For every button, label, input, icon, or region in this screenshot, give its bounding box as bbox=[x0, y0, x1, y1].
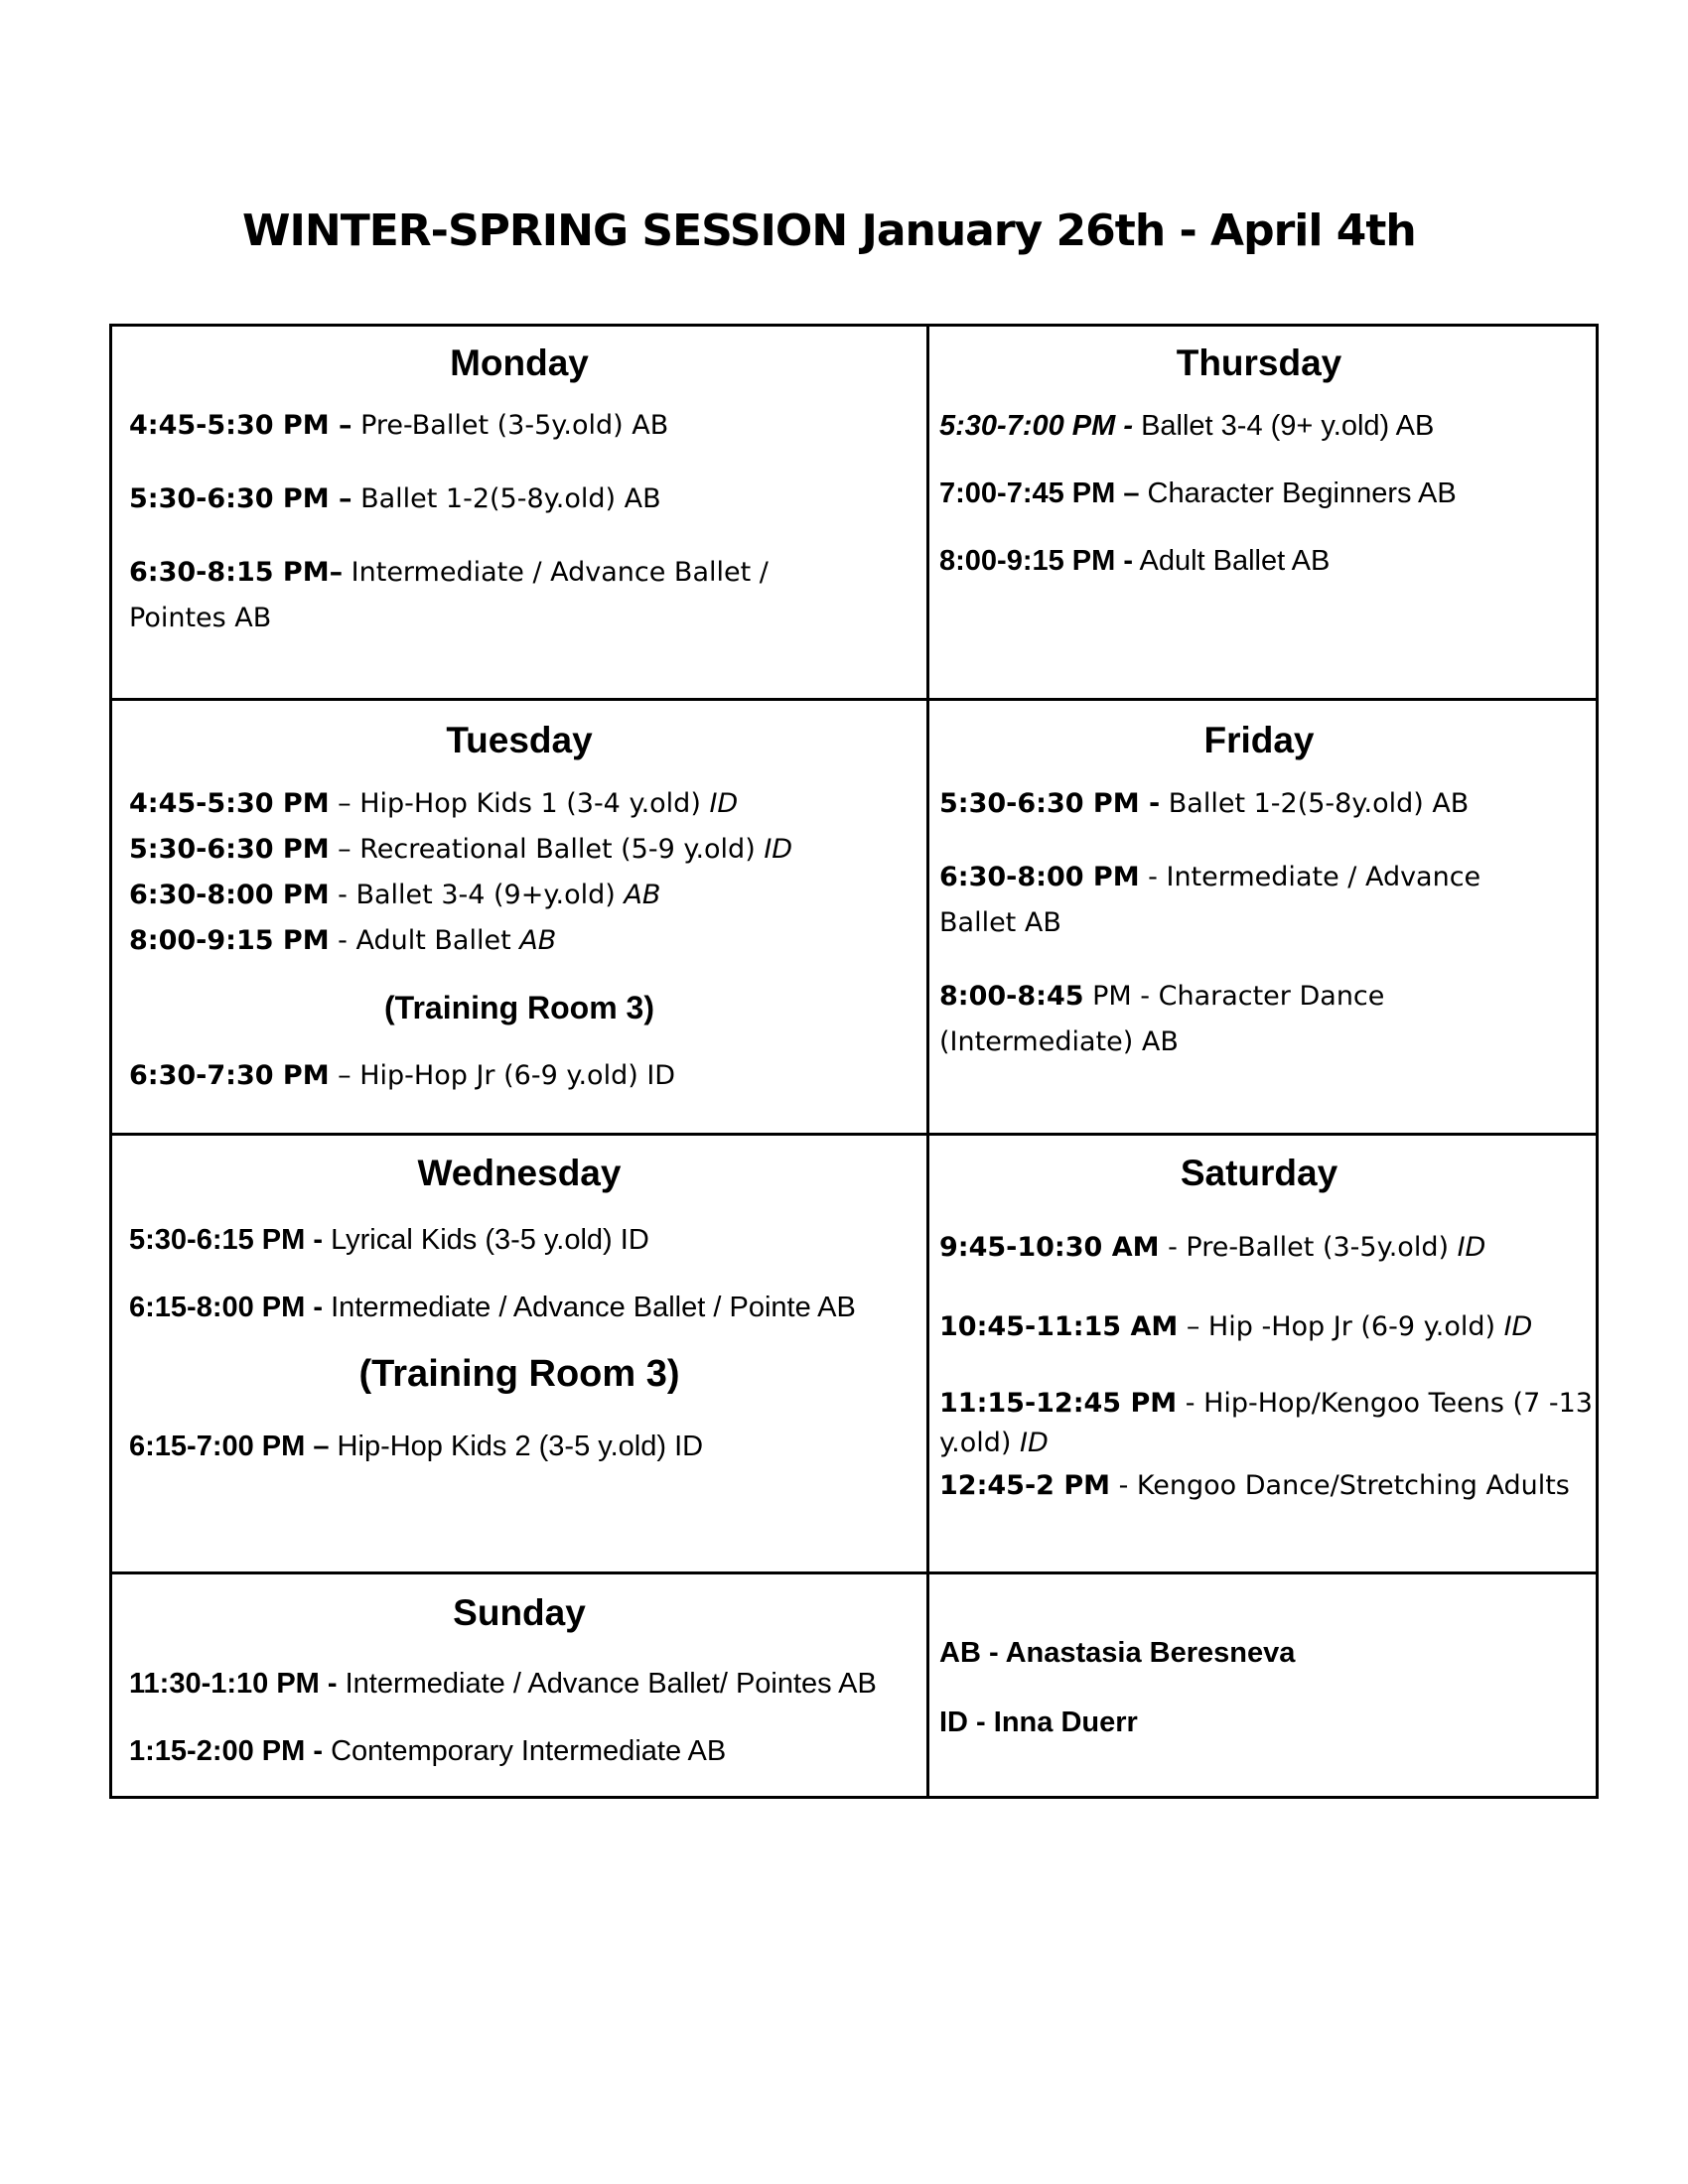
class-desc-cont: y.old) bbox=[939, 1428, 1020, 1458]
day-heading-wednesday: Wednesday bbox=[417, 1153, 622, 1193]
class-desc-cont: Pointes AB bbox=[129, 603, 272, 633]
class-time: 6:15-7:00 PM – bbox=[129, 1431, 330, 1462]
class-desc: - Ballet 3-4 (9+y.old) bbox=[329, 880, 625, 910]
class-desc: Pre-Ballet (3-5y.old) AB bbox=[352, 410, 669, 441]
saturday-entry-2 bbox=[939, 1304, 1596, 1350]
monday-entry-3 bbox=[129, 550, 926, 641]
row-divider-2 bbox=[109, 1133, 1599, 1136]
class-time: 6:30-8:15 PM– bbox=[129, 557, 344, 588]
class-time: 8:00-9:15 PM bbox=[129, 925, 330, 956]
instructor-tag: ID bbox=[764, 834, 793, 865]
class-time: 8:00-8:45 bbox=[939, 981, 1084, 1012]
class-desc: - Kengoo Dance/Stretching Adults bbox=[1110, 1470, 1570, 1501]
instructor-legend bbox=[929, 1633, 1596, 1742]
class-desc: – Hip-Hop Jr (6-9 y.old) ID bbox=[329, 1060, 676, 1091]
row-divider-3 bbox=[109, 1571, 1599, 1574]
monday-entry-1 bbox=[129, 403, 926, 449]
day-heading-thursday: Thursday bbox=[1176, 342, 1342, 383]
sunday-entry-1 bbox=[129, 1661, 926, 1706]
instructor-tag: ID bbox=[1020, 1428, 1049, 1458]
class-desc: Adult Ballet AB bbox=[1133, 545, 1331, 577]
saturday-entry-3 bbox=[939, 1384, 1596, 1463]
class-desc: Ballet 3-4 (9+ y.old) AB bbox=[1133, 410, 1435, 442]
instructor-tag: ID bbox=[1457, 1232, 1486, 1263]
class-time: 5:30-6:15 PM - bbox=[129, 1224, 324, 1256]
class-time: 6:30-7:30 PM bbox=[129, 1060, 330, 1091]
tuesday-entry-5 bbox=[129, 1053, 926, 1099]
room-heading: (Training Room 3) bbox=[358, 1353, 680, 1395]
class-time: 12:45-2 PM bbox=[939, 1470, 1110, 1501]
class-time: 6:15-8:00 PM - bbox=[129, 1292, 324, 1323]
sunday-entry-2 bbox=[129, 1728, 926, 1774]
monday-entry-2 bbox=[129, 477, 926, 522]
class-time: 8:00-9:15 PM - bbox=[939, 545, 1134, 577]
wednesday-entry-1 bbox=[129, 1217, 926, 1263]
legend-id: ID - Inna Duerr bbox=[939, 1706, 1138, 1738]
wednesday-entry-2 bbox=[129, 1285, 926, 1330]
thursday-entry-2 bbox=[939, 471, 1596, 516]
class-time: 5:30-7:00 PM - bbox=[939, 410, 1134, 442]
class-time: 9:45-10:30 AM bbox=[939, 1232, 1160, 1263]
class-desc: – Hip -Hop Jr (6-9 y.old) bbox=[1178, 1311, 1504, 1342]
friday-cell bbox=[929, 719, 1596, 1065]
instructor-tag: AB bbox=[519, 925, 557, 956]
class-desc-cont: Ballet AB bbox=[939, 907, 1061, 938]
tuesday-cell bbox=[112, 719, 926, 1099]
saturday-entry-4 bbox=[939, 1463, 1596, 1509]
class-time: 5:30-6:30 PM – bbox=[129, 483, 352, 514]
class-desc: Intermediate / Advance Ballet / Pointe AB bbox=[323, 1292, 856, 1323]
class-desc: - Hip-Hop/Kengoo Teens (7 -13 bbox=[1177, 1388, 1593, 1419]
tuesday-entry-1 bbox=[129, 781, 926, 827]
day-heading-tuesday: Tuesday bbox=[446, 720, 593, 760]
class-desc: - Pre-Ballet (3-5y.old) bbox=[1159, 1232, 1458, 1263]
row-divider-1 bbox=[109, 698, 1599, 701]
saturday-cell bbox=[929, 1152, 1596, 1509]
saturday-entry-1 bbox=[939, 1225, 1596, 1271]
day-heading-monday: Monday bbox=[450, 342, 589, 383]
instructor-tag: ID bbox=[709, 788, 739, 819]
class-time: 1:15-2:00 PM - bbox=[129, 1735, 324, 1767]
monday-cell bbox=[112, 341, 926, 641]
class-desc: – Recreational Ballet (5-9 y.old) bbox=[329, 834, 765, 865]
day-heading-sunday: Sunday bbox=[453, 1592, 586, 1633]
class-time: 5:30-6:30 PM bbox=[129, 834, 330, 865]
wednesday-cell bbox=[112, 1152, 926, 1469]
class-time: 4:45-5:30 PM bbox=[129, 788, 330, 819]
class-time: 5:30-6:30 PM - bbox=[939, 788, 1161, 819]
page-title: WINTER-SPRING SESSION January 26th - April 4th bbox=[242, 205, 1416, 256]
class-time: 10:45-11:15 AM bbox=[939, 1311, 1179, 1342]
class-desc: Contemporary Intermediate AB bbox=[323, 1735, 727, 1767]
class-desc: Ballet 1-2(5-8y.old) AB bbox=[352, 483, 661, 514]
class-desc: Lyrical Kids (3-5 y.old) ID bbox=[323, 1224, 649, 1256]
instructor-tag: ID bbox=[1503, 1311, 1533, 1342]
day-heading-saturday: Saturday bbox=[1180, 1153, 1338, 1193]
class-time: 11:30-1:10 PM - bbox=[129, 1668, 338, 1700]
class-desc: PM - Character Dance bbox=[1083, 981, 1385, 1012]
thursday-cell bbox=[929, 341, 1596, 584]
friday-entry-3 bbox=[939, 974, 1596, 1065]
thursday-entry-1 bbox=[939, 403, 1596, 449]
friday-entry-2 bbox=[939, 855, 1596, 946]
class-desc: Intermediate / Advance Ballet/ Pointes AB bbox=[337, 1668, 877, 1700]
class-desc: Character Beginners AB bbox=[1139, 478, 1457, 509]
legend-ab: AB - Anastasia Beresneva bbox=[939, 1637, 1296, 1669]
class-desc: - Intermediate / Advance bbox=[1139, 862, 1481, 892]
class-desc: Ballet 1-2(5-8y.old) AB bbox=[1160, 788, 1470, 819]
wednesday-entry-3 bbox=[129, 1424, 926, 1469]
instructor-tag: AB bbox=[624, 880, 661, 910]
tuesday-entry-3 bbox=[129, 873, 926, 918]
tuesday-entry-2 bbox=[129, 827, 926, 873]
class-time: 4:45-5:30 PM – bbox=[129, 410, 352, 441]
class-desc: - Adult Ballet bbox=[329, 925, 520, 956]
class-desc: – Hip-Hop Kids 1 (3-4 y.old) bbox=[329, 788, 710, 819]
day-heading-friday: Friday bbox=[1203, 720, 1315, 760]
tuesday-entry-4 bbox=[129, 918, 926, 964]
class-desc: Intermediate / Advance Ballet / bbox=[343, 557, 769, 588]
class-time: 6:30-8:00 PM bbox=[129, 880, 330, 910]
class-time: 11:15-12:45 PM bbox=[939, 1388, 1178, 1419]
class-desc-cont: (Intermediate) AB bbox=[939, 1026, 1179, 1057]
class-time: 7:00-7:45 PM – bbox=[939, 478, 1140, 509]
friday-entry-1 bbox=[939, 781, 1596, 827]
class-desc: Hip-Hop Kids 2 (3-5 y.old) ID bbox=[329, 1431, 704, 1462]
thursday-entry-3 bbox=[939, 538, 1596, 584]
room-heading: (Training Room 3) bbox=[384, 990, 654, 1025]
sunday-cell bbox=[112, 1591, 926, 1774]
class-time: 6:30-8:00 PM bbox=[939, 862, 1140, 892]
